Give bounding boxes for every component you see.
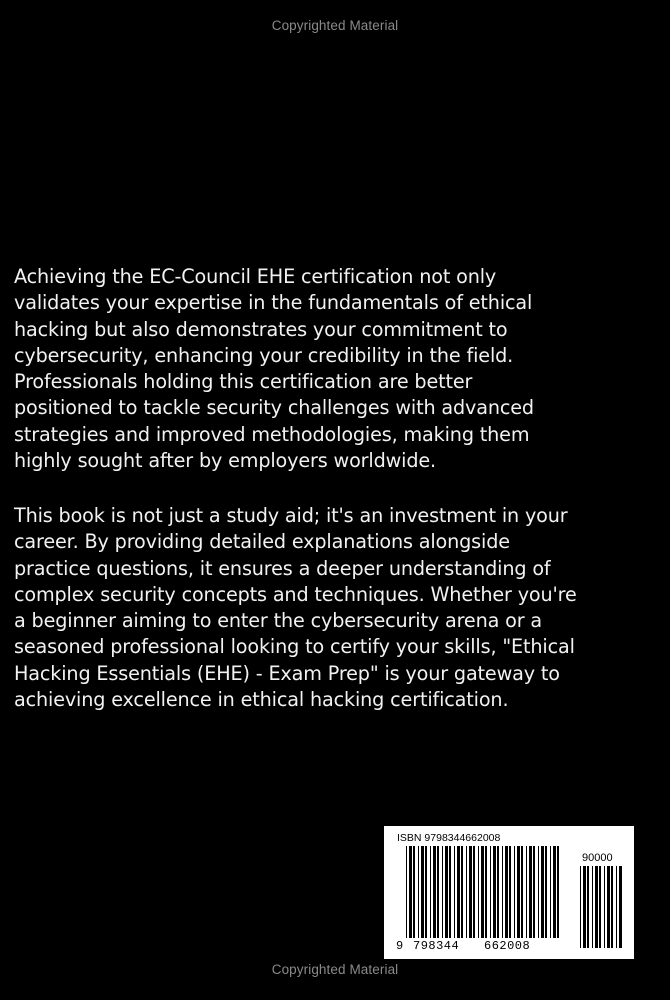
barcode-bar (457, 846, 460, 938)
barcode-bar (538, 846, 539, 938)
barcode-bar (611, 866, 613, 948)
barcode-bar (454, 846, 455, 938)
barcode-bar (533, 846, 535, 938)
barcode-bar (461, 846, 463, 938)
copyright-watermark-top: Copyrighted Material (271, 18, 399, 33)
price-code: 90000 (582, 852, 613, 864)
barcode-bar (619, 866, 622, 948)
paragraph-line: highly sought after by employers worldwide. (14, 449, 436, 473)
barcode-bar (413, 846, 415, 938)
paragraph-line: seasoned professional looking to certify your skills, "Ethical (14, 635, 575, 659)
barcode-bar (497, 846, 499, 938)
barcode-bar (442, 846, 443, 938)
paragraph-line: Professionals holding this certification are better (14, 370, 473, 394)
barcode-bar (521, 846, 523, 938)
barcode-bar (433, 846, 436, 938)
barcode-bar (445, 846, 448, 938)
barcode-bar (505, 846, 508, 938)
barcode-bar (421, 846, 424, 938)
barcode-bar (587, 866, 589, 948)
barcode-bar (425, 846, 427, 938)
barcode-bar (490, 846, 491, 938)
barcode-digits-group-2: 662008 (484, 939, 531, 953)
barcode-bar (481, 846, 484, 938)
barcode-bar (514, 846, 515, 938)
barcode-bar (599, 866, 601, 948)
barcode-bar (583, 866, 586, 948)
barcode-bar (604, 866, 605, 948)
paragraph-line: achieving excellence in ethical hacking certification. (14, 688, 509, 712)
barcode-bar (469, 846, 472, 938)
barcode-bar (553, 846, 556, 938)
barcode-bar (430, 846, 431, 938)
barcode-bar (485, 846, 487, 938)
barcode-bar (616, 866, 617, 948)
paragraph-line: strategies and improved methodologies, making them (14, 422, 530, 446)
paragraph-line: Hacking Essentials (EHE) - Exam Prep" is your gateway to (14, 661, 560, 685)
barcode-bar (409, 846, 412, 938)
barcode-bar (466, 846, 467, 938)
barcode-digits-group-1: 798344 (413, 939, 460, 953)
paragraph-line: practice questions, it ensures a deeper understanding of (14, 556, 551, 580)
paragraph-line: This book is not just a study aid; it's an investment in your (14, 504, 568, 527)
barcode-bar (437, 846, 439, 938)
isbn-label: ISBN 9798344662008 (397, 832, 501, 844)
description-paragraph-2 (14, 503, 664, 713)
isbn-barcode (384, 826, 634, 959)
paragraph-line: hacking but also demonstrates your commitment to (14, 317, 508, 341)
barcode-digit-lead: 9 (396, 939, 404, 953)
barcode-bar (545, 846, 547, 938)
paragraph-line: a beginner aiming to enter the cybersecurity arena or a (14, 609, 543, 633)
barcode-bar (541, 846, 544, 938)
barcode-bar (406, 846, 407, 938)
barcode-bar (493, 846, 496, 938)
barcode-bar (580, 866, 581, 948)
barcode-bar (517, 846, 520, 938)
barcode-bar (478, 846, 479, 938)
paragraph-line: validates your expertise in the fundamentals of ethical (14, 291, 533, 315)
paragraph-line: career. By providing detailed explanations alongside (14, 530, 510, 554)
barcode-bar (526, 846, 527, 938)
barcode-bar (449, 846, 451, 938)
barcode-bar (550, 846, 551, 938)
paragraph-line: cybersecurity, enhancing your credibility in the field. (14, 343, 514, 367)
copyright-watermark-bottom: Copyrighted Material (271, 962, 399, 977)
barcode-bar (607, 866, 610, 948)
barcode-bar (418, 846, 419, 938)
barcode-bar (557, 846, 559, 938)
barcode-bar (509, 846, 511, 938)
barcode-bar (592, 866, 593, 948)
barcode-bar (473, 846, 475, 938)
paragraph-line: Achieving the EC-Council EHE certification not only (14, 265, 497, 288)
barcode-bar (595, 866, 598, 948)
paragraph-line: complex security concepts and techniques. Whether you're (14, 582, 577, 606)
paragraph-line: positioned to tackle security challenges with advanced (14, 396, 534, 420)
barcode-bar (529, 846, 532, 938)
description-paragraph-1 (14, 264, 664, 474)
barcode-bar (502, 846, 503, 938)
